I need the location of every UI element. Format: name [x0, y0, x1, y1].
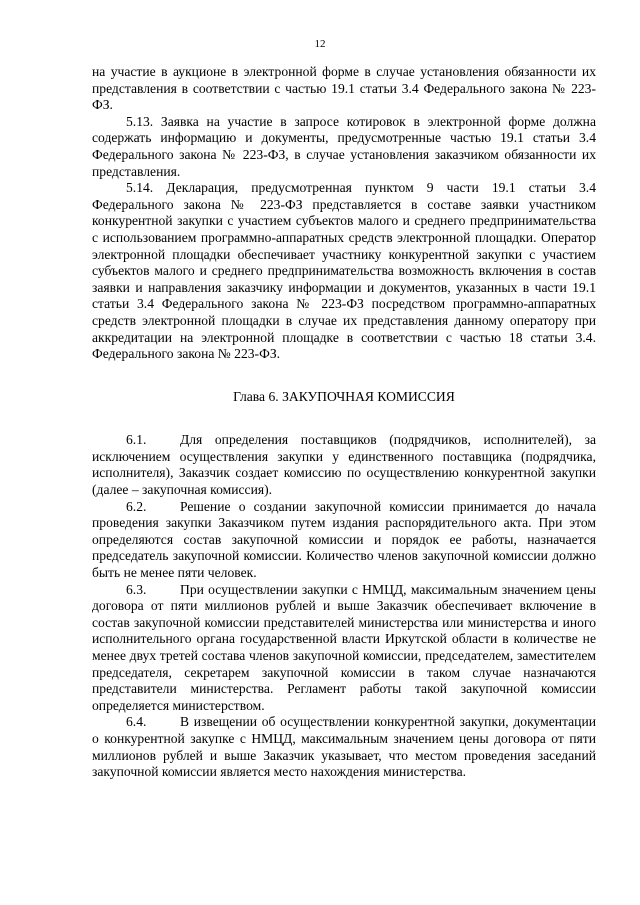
paragraph-5-13: 5.13. Заявка на участие в запросе котировок в электронной форме должна содержать информацию и документы, предусмотренные частью 19.1 статьи 3.4 Федерального закона № 223-ФЗ, в случае установления заказчиком обязанности их представления.: [92, 113, 596, 179]
page-number: 12: [314, 38, 326, 50]
document-body: [92, 64, 596, 781]
paragraph-5-14: 5.14. Декларация, предусмотренная пунктом 9 части 19.1 статьи 3.4 Федерального закона № 223-ФЗ представляется в составе заявки участником конкурентной закупки с участием субъектов малого и среднего предпринимательства с использованием программно-аппаратных средств электронной площадки. Оператор электронной площадки обеспечивает участнику конкурентной закупки с участием субъектов малого и среднего предпринимательства возможность включения в состав заявки и направления заказчику информации и документов, указанных в части 19.1 статьи 3.4 Федерального закона № 223-ФЗ посредством программно-аппаратных средств электронной площадки в случае их представления данному оператору при аккредитации на электронной площадке в соответствии с частью 18 статьи 3.4. Федерального закона № 223-ФЗ.: [92, 180, 596, 362]
clause-text: При осуществлении закупки с НМЦД, максимальным значением цены договора от пяти миллионов рублей и выше Заказчик обеспечивает включение в состав закупочной комиссии представителей министерства или министерства и иного исполнительного органа государственной власти Иркутской области в количестве не менее двух третей состава членов закупочной комиссии, председателем, заместителем председателя, секретарем закупочной комиссии в таком случае назначаются представители министерства. Регламент работы такой закупочной комиссии определяется министерством.: [92, 581, 596, 713]
clause-6-2: [92, 499, 596, 582]
clause-text: Решение о создании закупочной комиссии принимается до начала проведения закупки Заказчиком путем издания распорядительного акта. При этом определяются состав закупочной комиссии и порядок ее работы, назначается председатель закупочной комиссии. Количество членов закупочной комиссии должно быть не менее пяти человек.: [92, 498, 596, 581]
paragraph-continuation: на участие в аукционе в электронной форме в случае установления обязанности их представления в соответствии с частью 19.1 статьи 3.4 Федерального закона № 223-ФЗ.: [92, 64, 596, 113]
clause-6-1: [92, 432, 596, 498]
clause-number: 6.3.: [126, 581, 147, 597]
clause-6-4: [92, 714, 596, 780]
clause-6-3: [92, 582, 596, 715]
clause-text: В извещении об осуществлении конкурентной закупки, документации о конкурентной закупке с НМЦД, максимальным значением цены договора от пяти миллионов рублей и выше Заказчик указывает, что местом проведения заседаний закупочной комиссии является место нахождения министерства.: [92, 714, 596, 780]
clause-number: 6.4.: [126, 714, 147, 730]
clause-number: 6.2.: [126, 498, 147, 514]
clause-number: 6.1.: [126, 432, 147, 448]
chapter-heading: Глава 6. ЗАКУПОЧНАЯ КОМИССИЯ: [233, 388, 455, 404]
clause-text: Для определения поставщиков (подрядчиков, исполнителей), за исключением осуществления закупки у единственного поставщика (подрядчика, исполнителя), Заказчик создает комиссию по осуществлению конкурентной закупки (далее – закупочная комиссия).: [92, 432, 596, 498]
